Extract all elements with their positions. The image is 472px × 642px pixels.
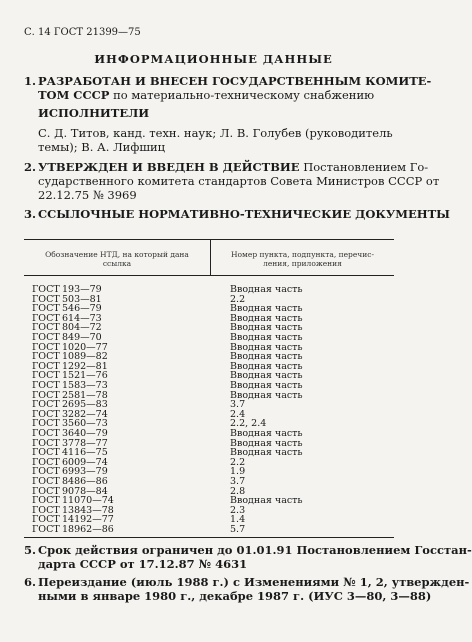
standard-number: 6009—74 (62, 456, 108, 468)
table-row (0, 486, 427, 496)
standard-number: 11070—74 (62, 495, 114, 507)
gost-code: ГОСТ (32, 389, 60, 401)
clause-reference: Вводная часть (230, 303, 303, 315)
table-header-ntd (24, 250, 210, 268)
table-header-ntd-l2: ссылка (102, 259, 132, 268)
gost-code: ГОСТ (32, 418, 60, 430)
standard-number: 849—70 (62, 332, 102, 343)
gost-code: ГОСТ (32, 341, 60, 353)
table-header-item-l2: ления, приложения (263, 259, 342, 268)
clause-reference: Вводная часть (230, 495, 303, 507)
gost-code: ГОСТ (32, 485, 60, 497)
gost-code: ГОСТ (32, 466, 60, 478)
table-row (0, 466, 427, 476)
table-row (0, 476, 427, 486)
standard-number: 3282—74 (62, 408, 108, 420)
clause-reference: 1.4 (230, 514, 246, 526)
section-2-line3: 22.12.75 № 3969 (38, 188, 137, 202)
table-header-item-l1: Номер пункта, подпункта, перечис- (231, 250, 374, 259)
executors-line1: С. Д. Титов, канд. техн. наук; Л. В. Голубев (руководитель (38, 126, 393, 140)
clause-reference: Вводная часть (230, 322, 303, 334)
table-row (0, 457, 427, 467)
table-row (0, 418, 427, 428)
standard-number: 18962—86 (62, 524, 114, 535)
gost-code: ГОСТ (32, 408, 60, 420)
gost-code: ГОСТ (32, 437, 60, 449)
table-row (0, 342, 427, 352)
section-3-number: 3. (24, 207, 37, 221)
clause-reference: Вводная часть (230, 332, 303, 343)
standard-number: 3778—77 (62, 437, 108, 449)
section-2-line1-bold: УТВЕРЖДЕН И ВВЕДЕН В ДЕЙСТВИЕ (38, 160, 300, 174)
table-row (0, 322, 427, 332)
gost-code: ГОСТ (32, 476, 60, 487)
standard-number: 193—79 (62, 284, 102, 295)
standard-number: 8486—86 (62, 476, 108, 487)
standard-number: 546—79 (62, 303, 102, 315)
gost-code: ГОСТ (32, 303, 60, 315)
executors-title: ИСПОЛНИТЕЛИ (38, 106, 150, 120)
section-2-line1 (38, 160, 428, 174)
clause-reference: Вводная часть (230, 389, 303, 401)
gost-code: ГОСТ (32, 514, 60, 526)
standard-number: 6993—79 (62, 466, 108, 478)
table-row (0, 284, 427, 294)
table-row (0, 332, 427, 342)
table-row (0, 351, 427, 361)
clause-reference: 2.8 (230, 485, 246, 497)
table-top-rule (24, 239, 394, 240)
table-row (0, 447, 427, 457)
standard-number: 14192—77 (62, 514, 114, 526)
gost-code: ГОСТ (32, 495, 60, 507)
standard-number: 614—73 (62, 312, 102, 324)
clause-reference: 3.7 (230, 476, 246, 487)
section-2-line1-rest: Постановлением Го- (299, 160, 429, 174)
table-row (0, 294, 427, 304)
section-1-number: 1. (24, 74, 37, 88)
standard-number: 2695—83 (62, 399, 108, 411)
gost-code: ГОСТ (32, 399, 60, 411)
table-row (0, 514, 427, 524)
gost-code: ГОСТ (32, 293, 60, 305)
section-6-line2: ными в январе 1980 г., декабре 1987 г. (ИУС 3—80, 3—88) (38, 589, 432, 603)
section-5-number: 5. (24, 543, 37, 557)
table-header-item (211, 250, 394, 268)
table-row (0, 361, 427, 371)
table-row (0, 409, 427, 419)
clause-reference: Вводная часть (230, 447, 303, 459)
standard-number: 1020—77 (62, 341, 108, 353)
gost-code: ГОСТ (32, 322, 60, 334)
section-3-title: ССЫЛОЧНЫЕ НОРМАТИВНО-ТЕХНИЧЕСКИЕ ДОКУМЕНТЫ (38, 207, 450, 221)
section-1-line2-rest: по материально-техническому снабжению (109, 88, 375, 102)
table-row (0, 505, 427, 515)
table-row (0, 370, 427, 380)
gost-code: ГОСТ (32, 428, 60, 439)
clause-reference: Вводная часть (230, 360, 303, 372)
clause-reference: Вводная часть (230, 428, 303, 439)
gost-code: ГОСТ (32, 447, 60, 459)
section-2-line2: сударственного комитета стандартов Совета Министров СССР от (38, 174, 440, 188)
table-row (0, 390, 427, 400)
gost-code: ГОСТ (32, 370, 60, 382)
standard-number: 1583—73 (62, 380, 108, 391)
clause-reference: 2.2 (230, 456, 246, 468)
section-5-line2: дарта СССР от 17.12.87 № 4631 (38, 557, 248, 571)
gost-code: ГОСТ (32, 332, 60, 343)
clause-reference: 2.4 (230, 408, 246, 420)
table-row (0, 428, 427, 438)
standard-number: 804—72 (62, 322, 102, 334)
executors-line2: темы); В. А. Лифшиц (38, 140, 166, 154)
section-1-line2-bold: ТОМ СССР (38, 88, 110, 102)
gost-code: ГОСТ (32, 456, 60, 468)
table-row (0, 524, 427, 534)
clause-reference: 1.9 (230, 466, 246, 478)
standard-number: 3640—79 (62, 428, 108, 439)
standard-number: 9078—84 (62, 485, 108, 497)
table-row (0, 380, 427, 390)
clause-reference: Вводная часть (230, 370, 303, 382)
table-header-rule (24, 275, 394, 276)
clause-reference: 2.2 (230, 293, 246, 305)
standard-number: 13843—78 (62, 504, 114, 516)
standard-number: 1521—76 (62, 370, 108, 382)
clause-reference: Вводная часть (230, 312, 303, 324)
section-1-line1: РАЗРАБОТАН И ВНЕСЕН ГОСУДАРСТВЕННЫМ КОМИТЕ- (38, 74, 432, 88)
gost-code: ГОСТ (32, 351, 60, 363)
clause-reference: 2.2, 2.4 (230, 418, 267, 430)
standard-number: 1089—82 (62, 351, 108, 363)
clause-reference: Вводная часть (230, 437, 303, 449)
page-title: ИНФОРМАЦИОННЫЕ ДАННЫЕ (94, 52, 333, 66)
table-row (0, 303, 427, 313)
table-row (0, 495, 427, 505)
clause-reference: Вводная часть (230, 341, 303, 353)
standard-number: 3560—73 (62, 418, 108, 430)
table-row (0, 399, 427, 409)
table-row (0, 313, 427, 323)
section-6-number: 6. (24, 575, 37, 589)
section-1-line2 (38, 88, 374, 102)
section-5-line1: Срок действия ограничен до 01.01.91 Постановлением Госстан- (38, 543, 472, 557)
clause-reference: 5.7 (230, 524, 246, 535)
gost-code: ГОСТ (32, 360, 60, 372)
gost-code: ГОСТ (32, 504, 60, 516)
gost-code: ГОСТ (32, 380, 60, 391)
clause-reference: Вводная часть (230, 380, 303, 391)
gost-code: ГОСТ (32, 312, 60, 324)
clause-reference: 2.3 (230, 504, 246, 516)
standard-number: 4116—75 (62, 447, 108, 459)
page-header: С. 14 ГОСТ 21399—75 (24, 27, 141, 38)
section-2-number: 2. (24, 160, 37, 174)
gost-code: ГОСТ (32, 524, 60, 535)
gost-code: ГОСТ (32, 284, 60, 295)
clause-reference: 3.7 (230, 399, 246, 411)
table-bottom-rule (24, 537, 394, 538)
table-header-ntd-l1: Обозначение НТД, на который дана (45, 250, 189, 259)
section-6-line1: Переиздание (июль 1988 г.) с Изменениями № 1, 2, утвержден- (38, 575, 470, 589)
table-row (0, 438, 427, 448)
standard-number: 1292—81 (62, 360, 108, 372)
clause-reference: Вводная часть (230, 351, 303, 363)
standard-number: 503—81 (62, 293, 102, 305)
clause-reference: Вводная часть (230, 284, 303, 295)
standard-number: 2581—78 (62, 389, 108, 401)
